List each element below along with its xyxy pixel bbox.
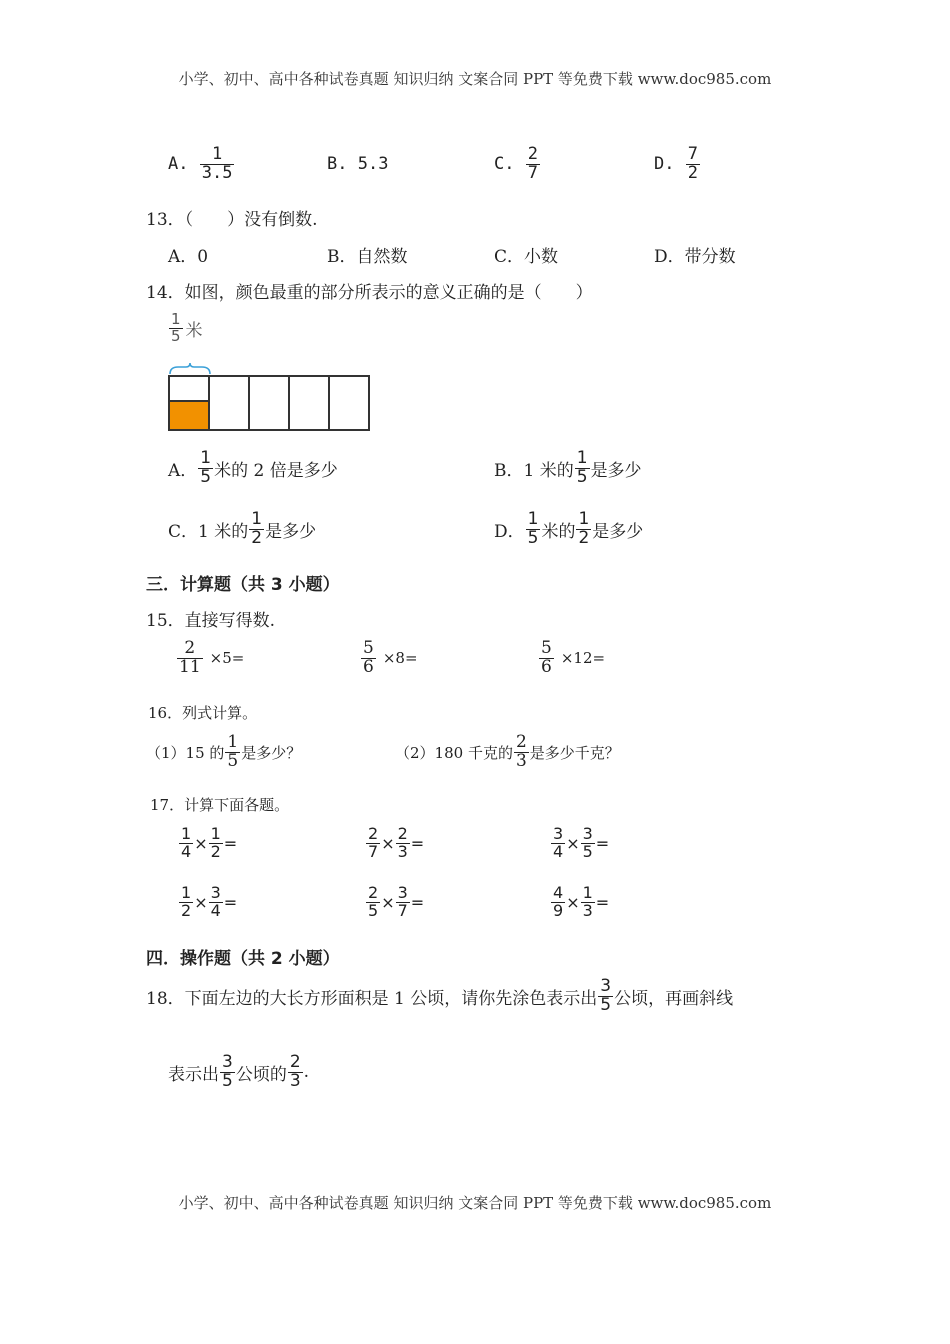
q18-line-1 bbox=[146, 978, 733, 1015]
q12-option-a[interactable] bbox=[168, 146, 235, 183]
times-sign: × bbox=[381, 833, 395, 853]
equals-sign: = bbox=[595, 833, 610, 853]
fraction: $\frac{2}{7}$ bbox=[527, 144, 538, 183]
segment-shaded bbox=[168, 400, 210, 431]
fraction: $\frac{2}{11}$ bbox=[179, 638, 201, 677]
part-pre: （2）180 千克的 bbox=[395, 743, 513, 762]
fraction: $\frac{3}{5}$ bbox=[582, 824, 593, 861]
fraction: $\frac{1}{3}$ bbox=[582, 883, 593, 920]
section-4-title: 四．操作题（共 2 小题） bbox=[146, 949, 340, 969]
fraction: $\frac{1}{4}$ bbox=[181, 824, 192, 861]
q18-mid: 公顷，再画斜线 bbox=[614, 988, 734, 1009]
q13-option-b[interactable]: B．自然数 bbox=[327, 247, 408, 267]
times-sign: × bbox=[566, 833, 580, 853]
equals-sign: = bbox=[410, 892, 425, 912]
q17-item-3 bbox=[550, 826, 609, 861]
operator: ×5= bbox=[209, 649, 245, 668]
fraction: $\frac{2}{7}$ bbox=[368, 824, 379, 861]
option-pre: 1 米的 bbox=[523, 460, 574, 481]
segment bbox=[248, 375, 290, 431]
fraction: $\frac{2}{3}$ bbox=[515, 732, 527, 771]
fraction: $\frac{1}{2}$ bbox=[251, 509, 263, 548]
times-sign: × bbox=[194, 833, 208, 853]
q18-line2-end: . bbox=[303, 1062, 310, 1083]
q14-stem: 14．如图，颜色最重的部分所表示的意义正确的是（ ） bbox=[146, 283, 593, 303]
option-value: 5.3 bbox=[357, 154, 389, 174]
option-mid: 米的 bbox=[541, 521, 576, 542]
part-post: 是多少？ bbox=[241, 743, 302, 762]
option-label: C. bbox=[494, 154, 515, 175]
fraction: $\frac{3}{4}$ bbox=[210, 883, 221, 920]
fraction: $\frac{3}{7}$ bbox=[397, 883, 408, 920]
page-footer: 小学、初中、高中各种试卷真题 知识归纳 文案合同 PPT 等免费下载 www.doc985.com bbox=[178, 1194, 772, 1212]
option-pre: 1 米的 bbox=[198, 521, 249, 542]
q14-option-d[interactable] bbox=[494, 511, 643, 548]
equals-sign: = bbox=[410, 833, 425, 853]
q18-line2-pre: 表示出 bbox=[168, 1064, 219, 1085]
option-label: A． bbox=[168, 460, 198, 481]
q16-part-2 bbox=[395, 734, 620, 771]
part-pre: （1）15 的 bbox=[146, 743, 225, 762]
q17-item-6 bbox=[550, 885, 609, 920]
figure-label bbox=[168, 312, 203, 345]
q15-item-1 bbox=[176, 640, 244, 677]
q13-option-a[interactable]: A．0 bbox=[168, 247, 209, 267]
fraction: $\frac{1}{3.5}$ bbox=[201, 144, 233, 183]
operator: ×12= bbox=[560, 649, 606, 668]
q14-option-a[interactable] bbox=[168, 450, 338, 487]
fraction: $\frac{3}{4}$ bbox=[553, 824, 564, 861]
section-3-title: 三．计算题（共 3 小题） bbox=[146, 575, 340, 595]
times-sign: × bbox=[381, 892, 395, 912]
option-text: 是多少 bbox=[590, 460, 642, 481]
segment-top-unshaded bbox=[168, 375, 210, 402]
brace-icon bbox=[168, 362, 212, 376]
fraction: $\frac{7}{2}$ bbox=[687, 144, 698, 183]
page-header: 小学、初中、高中各种试卷真题 知识归纳 文案合同 PPT 等免费下载 www.doc985.com bbox=[178, 70, 772, 88]
q17-stem: 17．计算下面各题。 bbox=[150, 796, 290, 814]
fraction: $\frac{2}{5}$ bbox=[368, 883, 379, 920]
option-label: B. bbox=[327, 154, 348, 174]
q14-option-b[interactable] bbox=[494, 450, 642, 487]
equals-sign: = bbox=[223, 892, 238, 912]
fraction: $\frac{1}{2}$ bbox=[578, 509, 590, 548]
fraction: $\frac{1}{5}$ bbox=[200, 448, 212, 487]
q12-option-c[interactable] bbox=[494, 146, 541, 183]
fraction: $\frac{1}{5}$ bbox=[171, 310, 181, 345]
option-text: 米的 2 倍是多少 bbox=[214, 460, 338, 481]
q16-part-1 bbox=[146, 734, 301, 771]
q17-item-1 bbox=[178, 826, 237, 861]
q16-stem: 16．列式计算。 bbox=[148, 704, 258, 722]
segment bbox=[208, 375, 250, 431]
times-sign: × bbox=[194, 892, 208, 912]
fraction: $\frac{5}{6}$ bbox=[541, 638, 552, 677]
option-label: D. bbox=[654, 154, 675, 175]
option-text: 是多少 bbox=[265, 521, 317, 542]
q18-line-2 bbox=[168, 1054, 309, 1091]
segment bbox=[328, 375, 370, 431]
fraction: $\frac{1}{2}$ bbox=[181, 883, 192, 920]
equals-sign: = bbox=[595, 892, 610, 912]
operator: ×8= bbox=[382, 649, 418, 668]
q12-option-b[interactable] bbox=[327, 154, 388, 174]
q14-figure bbox=[166, 312, 376, 437]
fraction: $\frac{1}{5}$ bbox=[227, 732, 239, 771]
q15-stem: 15．直接写得数. bbox=[146, 611, 276, 631]
option-label: C． bbox=[168, 521, 199, 542]
q13-stem: 13．（ ）没有倒数. bbox=[146, 210, 318, 230]
q12-option-d[interactable] bbox=[654, 146, 701, 183]
fraction: $\frac{1}{5}$ bbox=[576, 448, 588, 487]
fraction: $\frac{1}{5}$ bbox=[527, 509, 539, 548]
unit-label: 米 bbox=[185, 320, 203, 341]
fraction: $\frac{1}{2}$ bbox=[210, 824, 221, 861]
option-label: A. bbox=[168, 154, 189, 175]
q14-option-c[interactable] bbox=[168, 511, 316, 548]
q13-option-c[interactable]: C．小数 bbox=[494, 247, 559, 267]
q15-item-2 bbox=[360, 640, 418, 677]
option-label: B． bbox=[494, 460, 524, 481]
part-post: 是多少千克？ bbox=[529, 743, 620, 762]
q13-option-d[interactable]: D．带分数 bbox=[654, 247, 736, 267]
q17-item-2 bbox=[365, 826, 424, 861]
q18-pre: 18．下面左边的大长方形面积是 1 公顷，请你先涂色表示出 bbox=[146, 988, 598, 1009]
q18-line2-mid: 公顷的 bbox=[235, 1064, 287, 1085]
q15-item-3 bbox=[538, 640, 605, 677]
segment bbox=[288, 375, 330, 431]
equals-sign: = bbox=[223, 833, 238, 853]
option-label: D． bbox=[494, 521, 525, 542]
q17-item-4 bbox=[178, 885, 237, 920]
fraction: $\frac{4}{9}$ bbox=[553, 883, 564, 920]
fraction: $\frac{5}{6}$ bbox=[363, 638, 374, 677]
fraction: $\frac{2}{3}$ bbox=[397, 824, 408, 861]
q17-item-5 bbox=[365, 885, 424, 920]
fraction: $\frac{3}{5}$ bbox=[600, 976, 612, 1015]
fraction: $\frac{2}{3}$ bbox=[289, 1052, 301, 1091]
option-text: 是多少 bbox=[592, 521, 644, 542]
times-sign: × bbox=[566, 892, 580, 912]
fraction: $\frac{3}{5}$ bbox=[222, 1052, 233, 1091]
